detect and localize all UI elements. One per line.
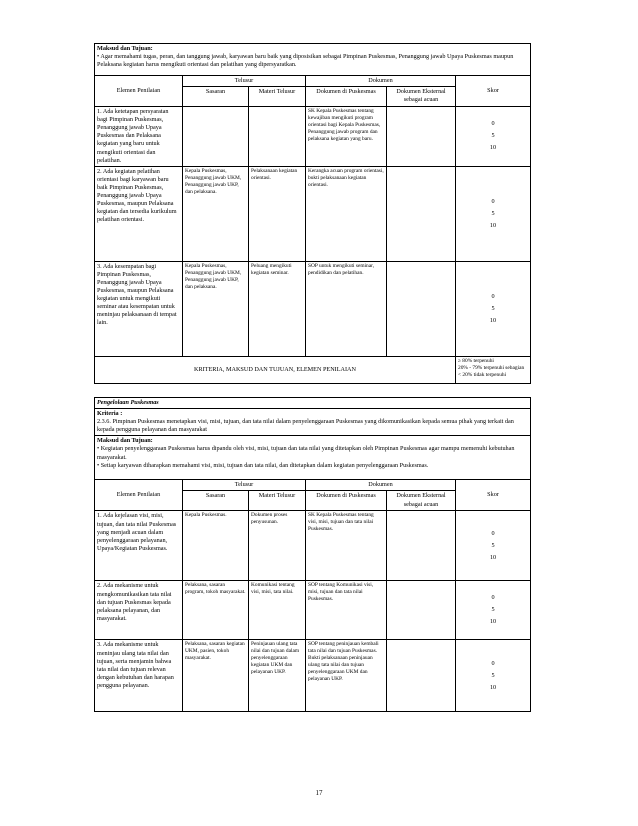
score-0: 0 — [491, 594, 495, 602]
purpose-heading: Maksud dan Tujuan: — [97, 437, 153, 445]
header-sasaran: Sasaran — [183, 87, 249, 107]
page-number: 17 — [315, 789, 323, 797]
sasaran-cell: Kepala Puskesmas, Penanggung jawab UKM, Penanggung jawab UKP, dan pelaksana. — [183, 261, 249, 356]
dok-eksternal-cell — [387, 511, 456, 581]
score-10: 10 — [489, 618, 497, 626]
score-10: 10 — [489, 144, 497, 152]
dok-puskesmas-cell: SK Kepala Puskesmas tentang kewajiban mengikuti program orientasi bagi Kepala Puskesmas, Penanggung jawab program dan pelaksana kegiatan yang baru. — [306, 107, 387, 167]
elemen-cell: 2. Ada mekanisme untuk mengkomunikasikan tata nilai dan tujuan Puskesmas kepada pelaksana pelayanan, dan masyarakat. — [95, 581, 183, 640]
header-dokumen: Dokumen — [306, 480, 456, 491]
sasaran-cell: Pelaksana, sasaran kegiatan UKM, pasien, tokoh masyarakat. — [183, 640, 249, 712]
score-5: 5 — [491, 132, 495, 140]
dok-eksternal-cell — [387, 581, 456, 640]
score-10: 10 — [489, 553, 497, 561]
materi-cell: Peluang mengikuti kegiatan seminar. — [249, 261, 306, 356]
header-skor: Skor — [456, 480, 531, 511]
score-5: 5 — [491, 304, 495, 312]
score-10: 10 — [489, 221, 497, 229]
sasaran-cell: Kepala Puskesmas. — [183, 511, 249, 581]
purpose-bullet-1: • Kegiatan penyelenggaraan Puskesmas harus dipandu oleh visi, misi, tujuan dan tata nilai yang ditetapkan oleh Pimpinan Puskesmas agar mampu memenuhi kebutuhan masyarakat. — [97, 445, 515, 461]
score-5: 5 — [491, 606, 495, 614]
score-cell — [456, 581, 531, 640]
materi-cell — [249, 107, 306, 167]
elemen-cell: 1. Ada ketetapan persyaratan bagi Pimpinan Puskesmas, Penanggung jawab Upaya Puskesmas dan Pelaksana kegiatan yang baru untuk mengikuti orientasi dan pelatihan. — [95, 107, 183, 167]
sasaran-cell: Kepala Puskesmas, Penanggung jawab UKM, Penanggung jawab UKP, dan pelaksana. — [183, 166, 249, 261]
score-0: 0 — [491, 292, 495, 300]
score-cell — [456, 166, 531, 261]
header-telusur: Telusur — [183, 480, 306, 491]
sasaran-cell: Pelaksana, sasaran program, tokoh masyarakat. — [183, 581, 249, 640]
score-cell — [456, 261, 531, 356]
header-dok-eksternal: Dokumen Eksternal sebagai acuan — [387, 87, 456, 107]
legend-full: ≥ 80% terpenuhi — [458, 357, 494, 364]
score-cell — [456, 107, 531, 167]
legend-none: < 20% tidak terpenuhi — [458, 371, 507, 378]
dok-puskesmas-cell: SOP tentang peninjauan kembali tata nilai dan tujuan Puskesmas. Bukti pelaksanaan peninjauan ulang tata nilai dan tujuan penyelenggaraan UKM dan pelayanan UKP. — [306, 640, 387, 712]
score-0: 0 — [491, 120, 495, 128]
header-skor: Skor — [456, 76, 531, 107]
score-5: 5 — [491, 671, 495, 679]
header-sasaran: Sasaran — [183, 491, 249, 511]
purpose-heading: Maksud dan Tujuan: — [97, 45, 153, 52]
dok-puskesmas-cell: Kerangka acuan program orientasi, bukti pelaksanaan kegiatan orientasi. — [306, 166, 387, 261]
dok-eksternal-cell — [387, 166, 456, 261]
elemen-cell: 3. Ada mekanisme untuk meninjau ulang tata nilai dan tujuan, serta menjamin bahwa tata nilai dan tujuan relevan dengan kebutuhan dan harapan pengguna pelayanan. — [95, 640, 183, 712]
purpose-cell — [95, 436, 531, 480]
materi-cell: Komunikasi tentang visi, misi, tata nilai. — [249, 581, 306, 640]
header-elemen: Elemen Penilaian — [95, 76, 183, 107]
dok-eksternal-cell — [387, 107, 456, 167]
materi-cell: Pelaksanaan kegiatan orientasi. — [249, 166, 306, 261]
dok-eksternal-cell — [387, 640, 456, 712]
header-dok-puskesmas: Dokumen di Puskesmas — [306, 491, 387, 511]
elemen-cell: 1. Ada kejelasan visi, misi, tujuan, dan tata nilai Puskesmas yang menjadi acuan dalam penyelenggaraan pelayanan, Upaya/Kegiatan Puskesmas. — [95, 511, 183, 581]
score-0: 0 — [491, 529, 495, 537]
materi-cell: Dokumen proses penyusunan. — [249, 511, 306, 581]
score-0: 0 — [491, 659, 495, 667]
criteria-label: Kriteria : — [97, 410, 123, 418]
header-materi: Materi Telusur — [249, 87, 306, 107]
sasaran-cell — [183, 107, 249, 167]
score-0: 0 — [491, 197, 495, 205]
header-materi: Materi Telusur — [249, 491, 306, 511]
assessment-table-vision-mission — [94, 397, 531, 712]
score-legend — [456, 356, 531, 383]
materi-cell: Peninjauan ulang tata nilai dan tujuan dalam penyelenggaraan kegiatan UKM dan pelayanan UKP. — [249, 640, 306, 712]
dok-eksternal-cell — [387, 261, 456, 356]
criteria-cell — [95, 409, 531, 436]
score-5: 5 — [491, 541, 495, 549]
kriteria-label-cell: KRITERIA, MAKSUD DAN TUJUAN, ELEMEN PENILAIAN — [95, 356, 456, 383]
header-dok-eksternal: Dokumen Eksternal sebagai acuan — [387, 491, 456, 511]
dok-puskesmas-cell: SOP tentang Komunikasi visi, misi, tujuan dan tata nilai Puskesmas. — [306, 581, 387, 640]
purpose-bullet: • Agar memahami tugas, peran, dan tanggung jawab, karyawan baru baik yang diposisikan sebagai Pimpinan Puskesmas, Penanggung jawab Upaya Puskesmas maupun Pelaksana kegiatan harus mengikuti orientasi dan pelatihan yang dipersyaratkan. — [97, 53, 514, 69]
purpose-cell — [95, 44, 531, 76]
section-title: Pengelolaan Puskesmas — [95, 398, 531, 409]
header-dokumen: Dokumen — [306, 76, 456, 87]
header-telusur: Telusur — [183, 76, 306, 87]
dok-puskesmas-cell: SOP untuk mengikuti seminar, pendidikan dan pelatihan. — [306, 261, 387, 356]
elemen-cell: 3. Ada kesempatan bagi Pimpinan Puskesmas, Penanggung jawab Upaya Puskesmas, maupun Pelaksana kegiatan untuk mengikuti seminar atau kesempatan untuk meninjau pelaksanaan di tempat lain. — [95, 261, 183, 356]
dok-puskesmas-cell: SK Kepala Puskesmas tentang visi, misi, tujuan dan tata nilai Puskesmas. — [306, 511, 387, 581]
legend-partial: 20% - 79% terpenuhi sebagian — [458, 364, 525, 371]
header-elemen: Elemen Penilaian — [95, 480, 183, 511]
score-10: 10 — [489, 316, 497, 324]
header-dok-puskesmas: Dokumen di Puskesmas — [306, 87, 387, 107]
score-10: 10 — [489, 683, 497, 691]
purpose-bullet-2: • Setiap karyawan diharapkan memahami visi, misi, tujuan dan tata nilai, dan ditetapkan dalam kegiatan penyelenggaraan Puskesmas. — [97, 461, 429, 469]
score-cell — [456, 640, 531, 712]
assessment-table-orientation — [94, 43, 531, 384]
elemen-cell: 2. Ada kegiatan pelatihan orientasi bagi karyawan baru baik Pimpinan Puskesmas, Penanggung jawab Upaya Puskesmas, maupun Pelaksana kegiatan dan tersedia kurikulum pelatihan orientasi. — [95, 166, 183, 261]
score-5: 5 — [491, 209, 495, 217]
score-cell — [456, 511, 531, 581]
criteria-text: 2.3.6. Pimpinan Puskesmas menetapkan visi, misi, tujuan, dan tata nilai dalam penyelenggaraan Puskesmas yang dikomunikasikan kepada semua pihak yang terkait dan kepada pengguna pelayanan dan masyarakat — [97, 418, 514, 434]
